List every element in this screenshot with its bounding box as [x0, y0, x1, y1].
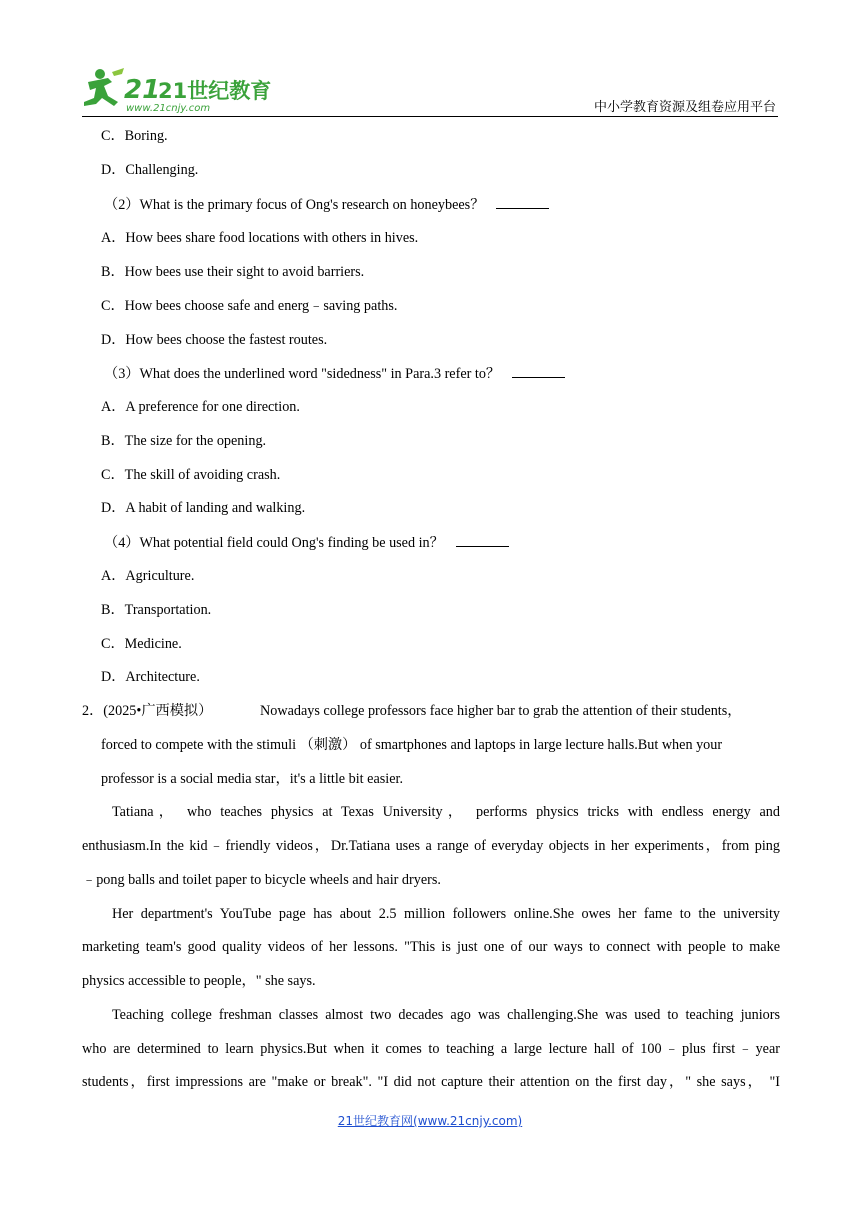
option-a: A．A preference for one direction. [101, 399, 300, 415]
logo-url: www.21cnjy.com [126, 103, 211, 114]
option-d: D．Challenging. [101, 162, 199, 178]
paragraph-line: physics accessible to people，" she says. [82, 973, 316, 989]
page-header [0, 0, 860, 120]
passage-intro-line: forced to compete with the stimuli （刺激） of smartphones and laptops in large lecture halls.But when your [101, 737, 723, 753]
passage-intro-line: Nowadays college professors face higher bar to grab the attention of their students， [260, 703, 742, 719]
paragraph-line: students，first impressions are "make or break". "I did not capture their attention on the first day，" she says， "I [82, 1074, 780, 1090]
paragraph-line: Teaching college freshman classes almost two decades ago was challenging.She was used to teaching juniors [112, 1007, 780, 1023]
paragraph-line: marketing team's good quality videos of her lessons. "This is just one of our ways to connect with people to make [82, 939, 780, 955]
paragraph-line: ﹣pong balls and toilet paper to bicycle wheels and hair dryers. [82, 872, 441, 888]
question-text: （4）What potential field could Ong's finding be used in？ [104, 535, 444, 551]
paragraph-line: who are determined to learn physics.But when it comes to teaching a large lecture hall of 100﹣plus first﹣year [82, 1041, 780, 1057]
paragraph-line: Tatiana， who teaches physics at Texas University， performs physics tricks with endless energy and [112, 804, 780, 820]
passage-intro-line: professor is a social media star，it's a little bit easier. [101, 771, 403, 787]
platform-title: 中小学教育资源及组卷应用平台 [593, 100, 776, 115]
option-b: B．Transportation. [101, 602, 212, 618]
svg-text:21: 21 [124, 75, 161, 105]
option-b: B．How bees use their sight to avoid barriers. [101, 264, 365, 280]
brand-logo [78, 64, 272, 116]
option-b: B．The size for the opening. [101, 433, 267, 449]
option-a: A．Agriculture. [101, 568, 195, 584]
answer-blank [456, 532, 509, 547]
paragraph-line: Her department's YouTube page has about 2.5 million followers online.She owes her fame to the university [112, 906, 780, 922]
question-text: （2）What is the primary focus of Ong's research on honeybees？ [104, 197, 485, 213]
option-a: A．How bees share food locations with others in hives. [101, 230, 419, 246]
question-3 [104, 363, 565, 384]
option-d: D．Architecture. [101, 669, 200, 685]
question-2 [104, 194, 549, 215]
option-c: C．Medicine. [101, 636, 182, 652]
option-d: D．How bees choose the fastest routes. [101, 332, 328, 348]
option-c: C．The skill of avoiding crash. [101, 467, 281, 483]
logo-text: 21世纪教育 [158, 79, 272, 103]
header-divider [82, 116, 778, 117]
answer-blank [512, 363, 565, 378]
option-d: D．A habit of landing and walking. [101, 500, 306, 516]
question-number: 2．(2025•广西模拟） [82, 703, 213, 719]
answer-blank [496, 194, 549, 209]
footer-link[interactable]: 21世纪教育网(www.21cnjy.com) [337, 1114, 523, 1128]
paragraph-line: enthusiasm.In the kid﹣friendly videos，Dr.Tatiana uses a range of everyday objects in her experiments，from ping [82, 838, 780, 854]
question-text: （3）What does the underlined word "sidedness" in Para.3 refer to？ [104, 366, 501, 382]
option-c: C．Boring. [101, 128, 168, 144]
question-4 [104, 532, 509, 553]
option-c: C．How bees choose safe and energ﹣saving paths. [101, 298, 398, 314]
